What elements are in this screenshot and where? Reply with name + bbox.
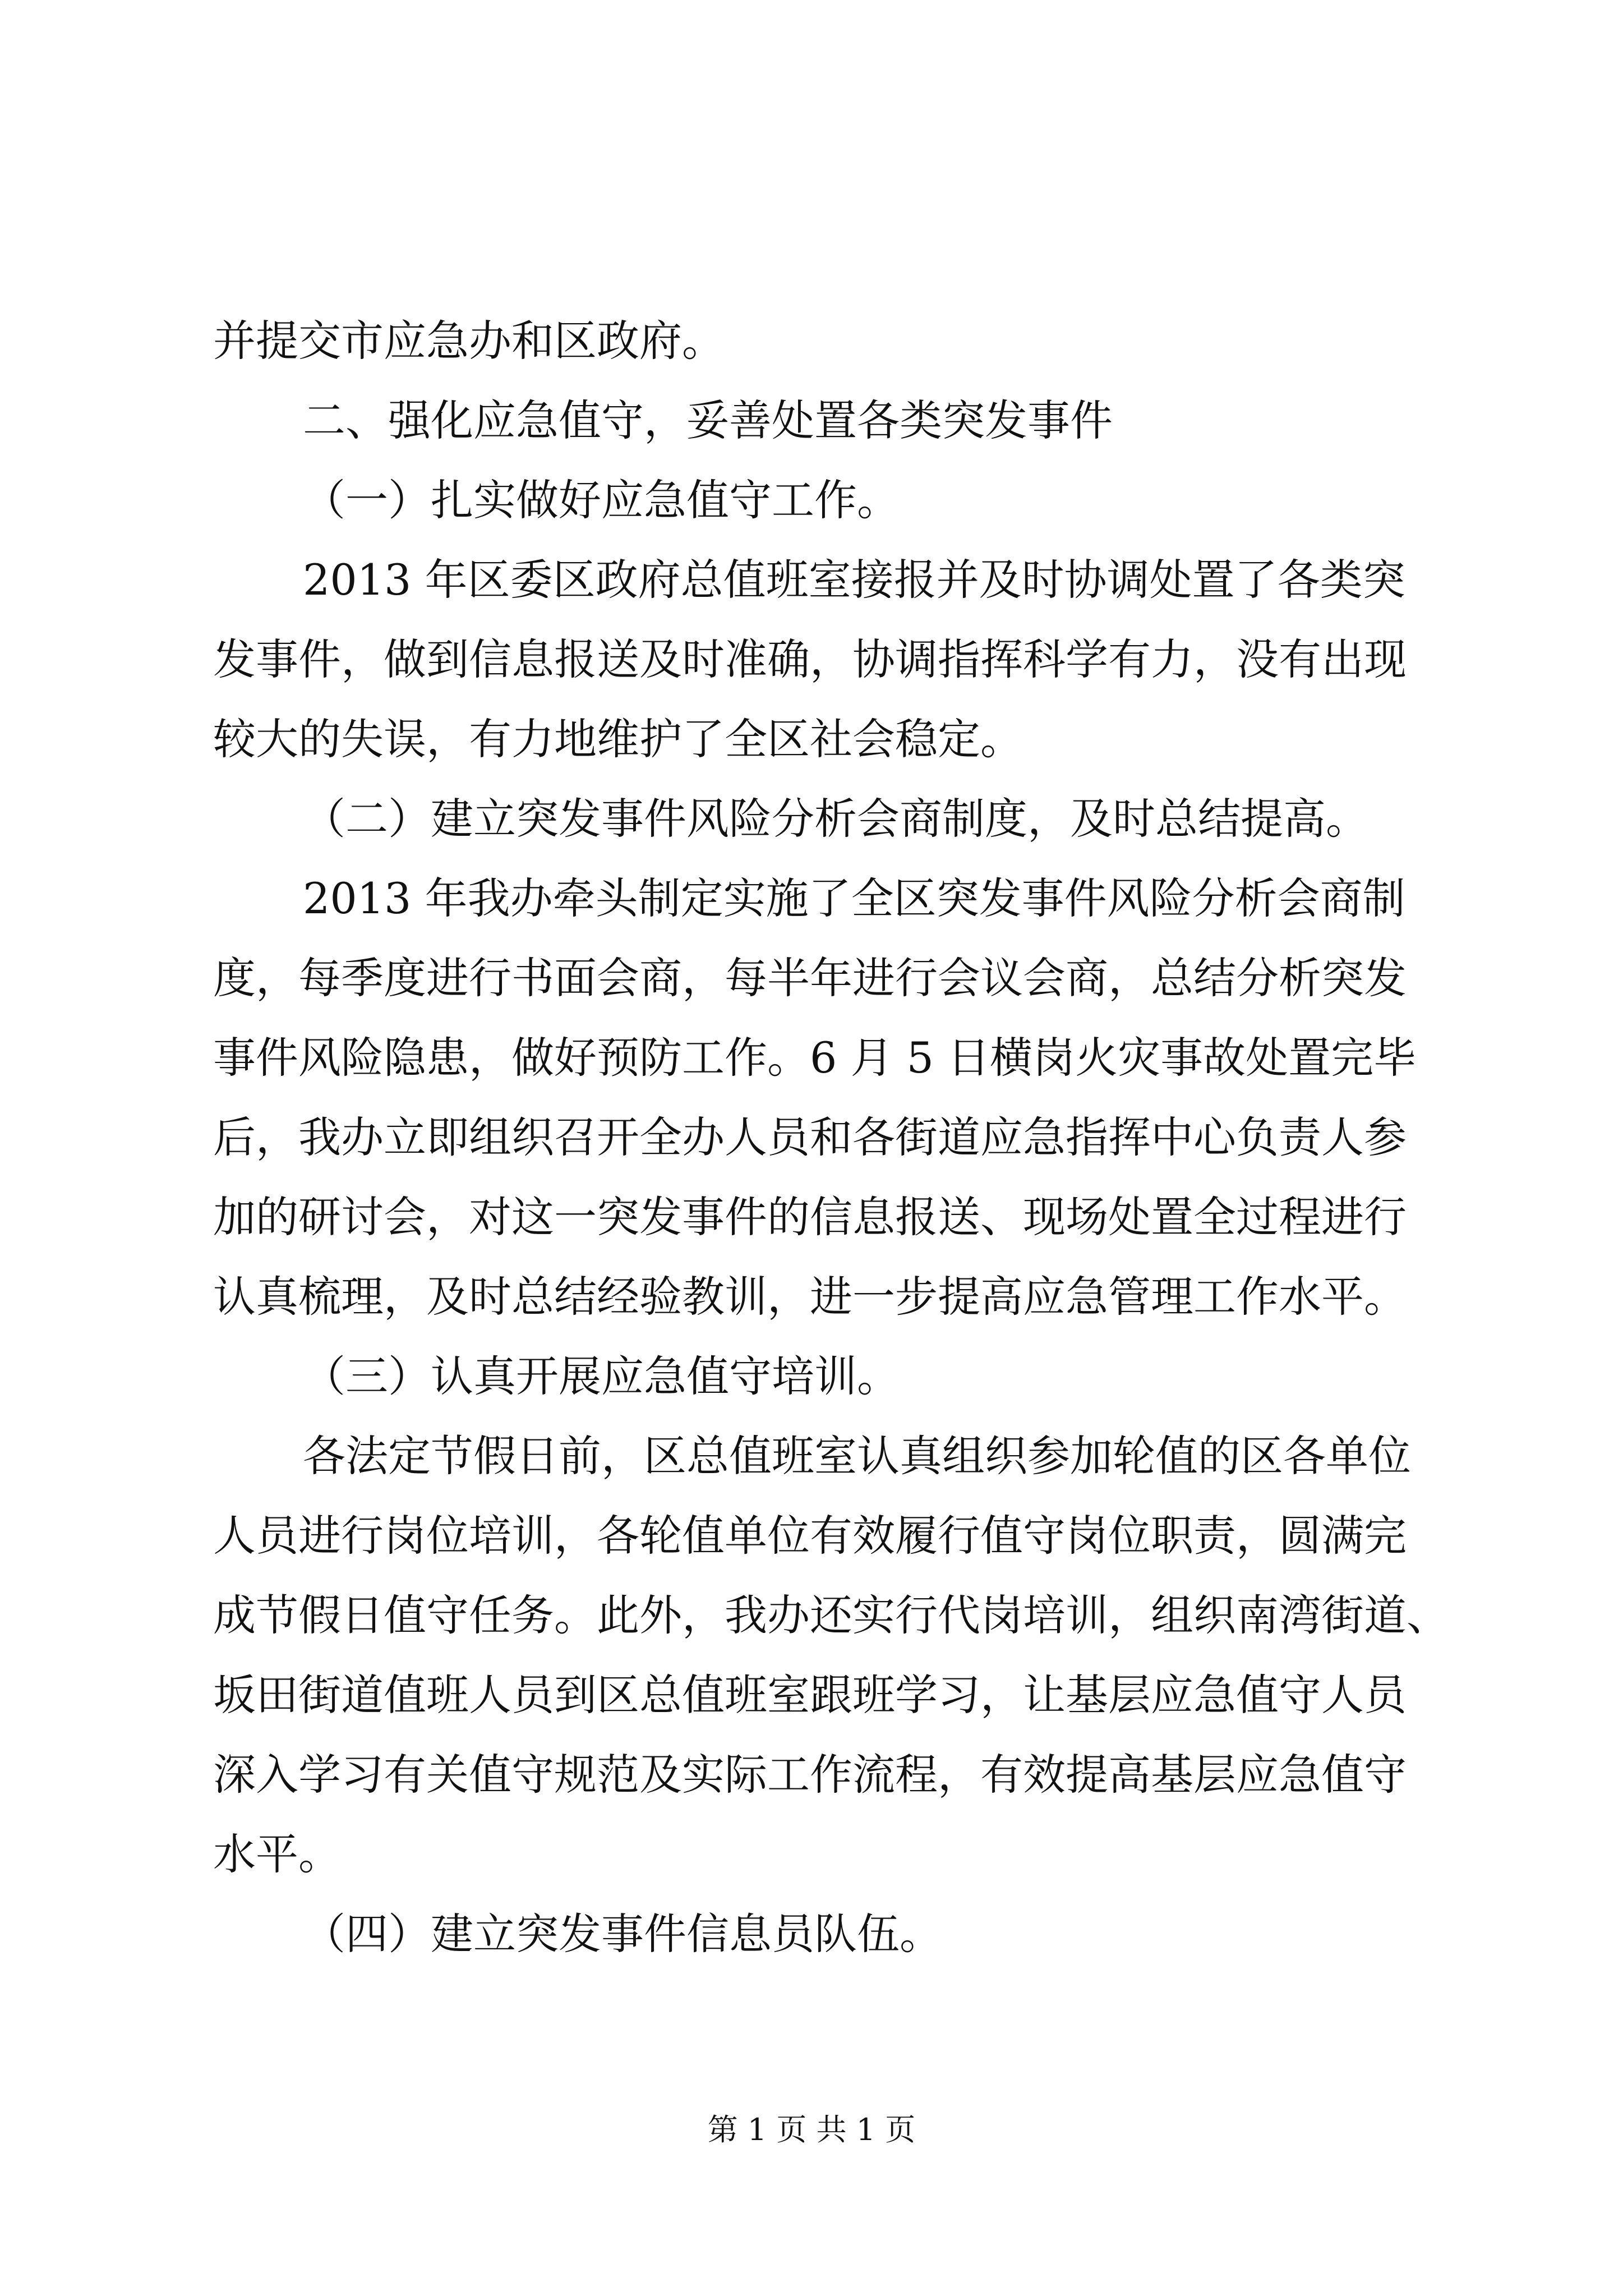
text-line-13: 认真梳理，及时总结经验教训，进一步提高应急管理工作水平。 [213,1272,1407,1322]
text-line-12: 加的研讨会，对这一突发事件的信息报送、现场处置全过程进行 [213,1192,1407,1242]
page-footer: 第 1 页 共 1 页 [707,2112,916,2147]
text-line-10: 事件风险隐患，做好预防工作。6 月 5 日横岗火灾事故处置完毕 [213,1033,1417,1083]
text-line-4: 2013 年区委区政府总值班室接报并及时协调处置了各类突 [303,555,1405,605]
text-line-18: 坂田街道值班人员到区总值班室跟班学习，让基层应急值守人员 [213,1670,1407,1720]
subheading-1: （一）扎实做好应急值守工作。 [303,475,900,525]
text-line-6: 较大的失误，有力地维护了全区社会稳定。 [213,714,1023,764]
text-line-5: 发事件，做到信息报送及时准确，协调指挥科学有力，没有出现 [213,634,1407,684]
text-line-16: 人员进行岗位培训，各轮值单位有效履行值守岗位职责，圆满完 [213,1511,1407,1561]
text-line-17: 成节假日值守任务。此外，我办还实行代岗培训，组织南湾街道、 [213,1590,1449,1640]
text-line-9: 度，每季度进行书面会商，每半年进行会议会商，总结分析突发 [213,953,1407,1003]
text-line-1: 并提交市应急办和区政府。 [213,316,725,366]
subheading-2: （二）建立突发事件风险分析会商制度，及时总结提高。 [303,794,1368,844]
text-line-19: 深入学习有关值守规范及实际工作流程，有效提高基层应急值守 [213,1750,1407,1800]
text-line-15: 各法定节假日前，区总值班室认真组织参加轮值的区各单位 [303,1431,1411,1481]
section-heading-2: 二、强化应急值守，妥善处置各类突发事件 [303,395,1113,445]
subheading-3: （三）认真开展应急值守培训。 [303,1351,900,1401]
subheading-4: （四）建立突发事件信息员队伍。 [303,1909,942,1959]
text-line-8: 2013 年我办牵头制定实施了全区突发事件风险分析会商制 [303,873,1405,923]
text-line-11: 后，我办立即组织召开全办人员和各街道应急指挥中心负责人参 [213,1112,1407,1162]
text-line-20: 水平。 [213,1829,341,1879]
